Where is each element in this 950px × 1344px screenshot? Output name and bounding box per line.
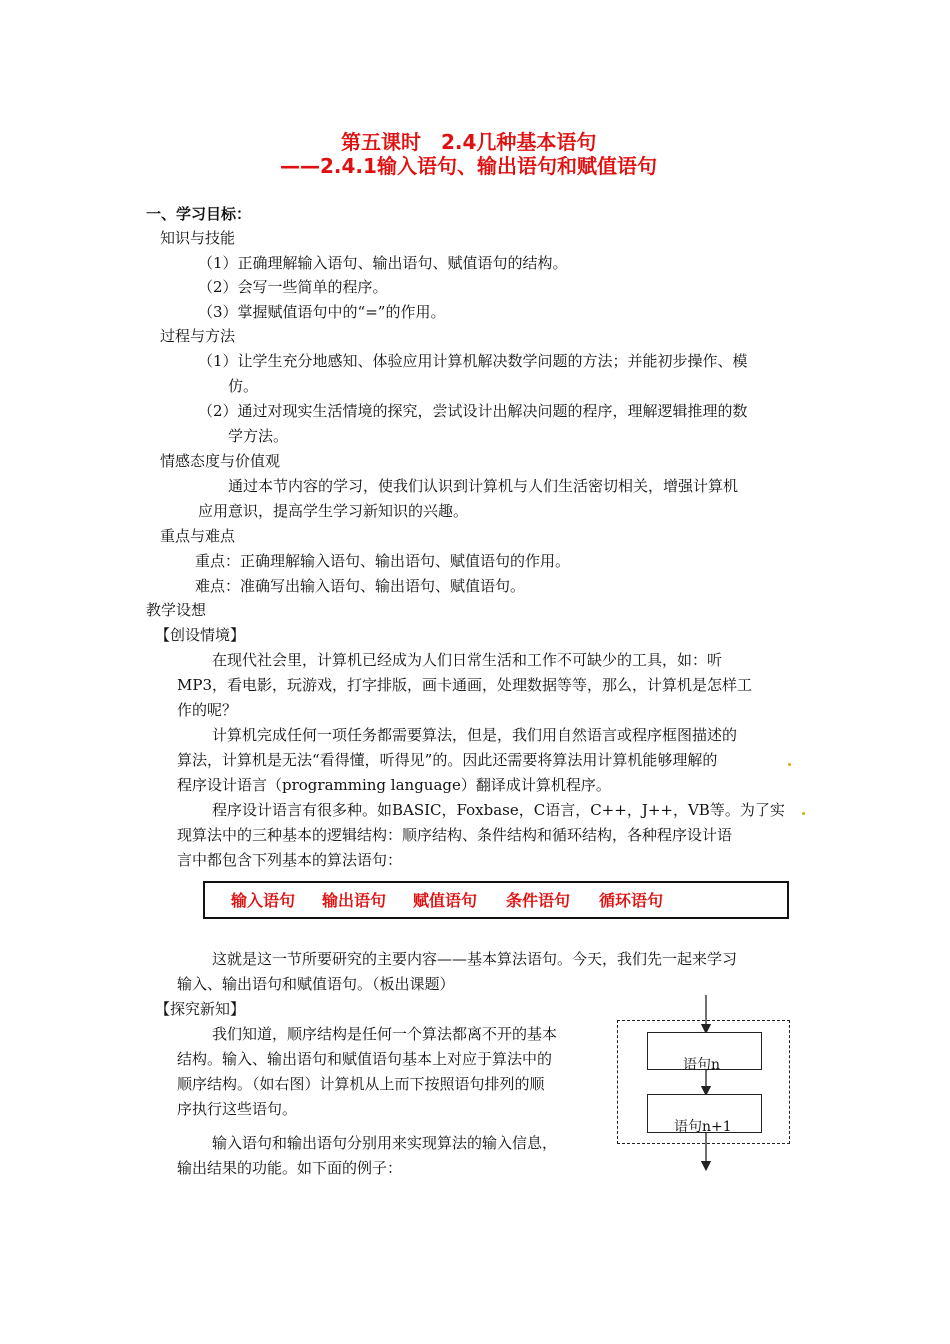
explore-heading: 【探究新知】 xyxy=(155,1000,246,1018)
section-heading-objectives: 一、学习目标： xyxy=(146,205,252,223)
para5-line2: 结构。输入、输出语句和赋值语句基本上对应于算法中的 xyxy=(177,1050,553,1068)
process-item-2-line2: 学方法。 xyxy=(228,427,289,445)
label-attitude: 情感态度与价值观 xyxy=(160,452,281,470)
para3-line2: 现算法中的三种基本的逻辑结构：顺序结构、条件结构和循环结构，各种程序设计语 xyxy=(177,826,733,844)
label-process: 过程与方法 xyxy=(160,327,236,345)
stmt-loop: 循环语句 xyxy=(599,891,664,910)
para6-line2: 输出结果的功能。如下面的例子： xyxy=(177,1159,403,1177)
stmt-output: 输出语句 xyxy=(322,891,387,910)
process-item-1-line1: （1）让学生充分地感知、体验应用计算机解决数学问题的方法；并能初步操作、模 xyxy=(198,352,748,370)
page-title: 第五课时 2.4几种基本语句 xyxy=(341,130,597,154)
process-item-2-line1: （2）通过对现实生活情境的探究，尝试设计出解决问题的程序，理解逻辑推理的数 xyxy=(198,402,748,420)
flowchart-label-n: 语句n xyxy=(683,1057,721,1073)
para1-line2: MP3，看电影，玩游戏，打字排版，画卡通画，处理数据等等，那么，计算机是怎样工 xyxy=(177,676,752,694)
para4-line2: 输入、输出语句和赋值语句。（板出课题） xyxy=(177,975,455,993)
stmt-condition: 条件语句 xyxy=(506,891,571,910)
flowchart-label-n1: 语句n+1 xyxy=(674,1119,732,1135)
para4-line1: 这就是这一节所要研究的主要内容——基本算法语句。今天，我们先一起来学习 xyxy=(212,950,738,968)
para3-line3: 言中都包含下列基本的算法语句： xyxy=(177,851,403,869)
attitude-line2: 应用意识，提高学生学习新知识的兴趣。 xyxy=(198,502,469,520)
stmt-assign: 赋值语句 xyxy=(413,891,478,910)
para6-line1: 输入语句和输出语句分别用来实现算法的输入信息， xyxy=(212,1134,558,1152)
label-knowledge: 知识与技能 xyxy=(160,229,236,247)
process-item-1-line2: 仿。 xyxy=(228,377,259,395)
para3-line1: 程序设计语言有很多种。如BASIC，Foxbase，C语言，C++，J++，VB等。为了实 xyxy=(212,801,785,819)
attitude-line1: 通过本节内容的学习，使我们认识到计算机与人们生活密切相关，增强计算机 xyxy=(228,477,739,495)
para5-line4: 序执行这些语句。 xyxy=(177,1100,298,1118)
difficulty-text: 难点：准确写出输入语句、输出语句、赋值语句。 xyxy=(195,577,526,595)
para1-line1: 在现代社会里，计算机已经成为人们日常生活和工作不可缺少的工具，如：听 xyxy=(212,651,723,669)
stmt-input: 输入语句 xyxy=(231,891,296,910)
label-teaching: 教学设想 xyxy=(146,601,207,619)
knowledge-item-3: （3）掌握赋值语句中的“=”的作用。 xyxy=(198,303,446,321)
para1-line3: 作的呢？ xyxy=(177,701,238,719)
focus-text: 重点：正确理解输入语句、输出语句、赋值语句的作用。 xyxy=(195,552,571,570)
knowledge-item-1: （1）正确理解输入语句、输出语句、赋值语句的结构。 xyxy=(198,254,568,272)
scene-heading: 【创设情境】 xyxy=(155,626,246,644)
page-subtitle: ——2.4.1输入语句、输出语句和赋值语句 xyxy=(280,154,657,178)
para2-line2: 算法，计算机是无法“看得懂，听得见”的。因此还需要将算法用计算机能够理解的 xyxy=(177,751,718,769)
para2-line1: 计算机完成任何一项任务都需要算法，但是，我们用自然语言或程序框图描述的 xyxy=(212,726,738,744)
label-key-points: 重点与难点 xyxy=(160,527,236,545)
knowledge-item-2: （2）会写一些简单的程序。 xyxy=(198,278,388,296)
para2-line3: 程序设计语言（programming language）翻译成计算机程序。 xyxy=(177,776,611,794)
para5-line3: 顺序结构。（如右图）计算机从上而下按照语句排列的顺 xyxy=(177,1075,545,1093)
para5-line1: 我们知道，顺序结构是任何一个算法都离不开的基本 xyxy=(212,1025,558,1043)
